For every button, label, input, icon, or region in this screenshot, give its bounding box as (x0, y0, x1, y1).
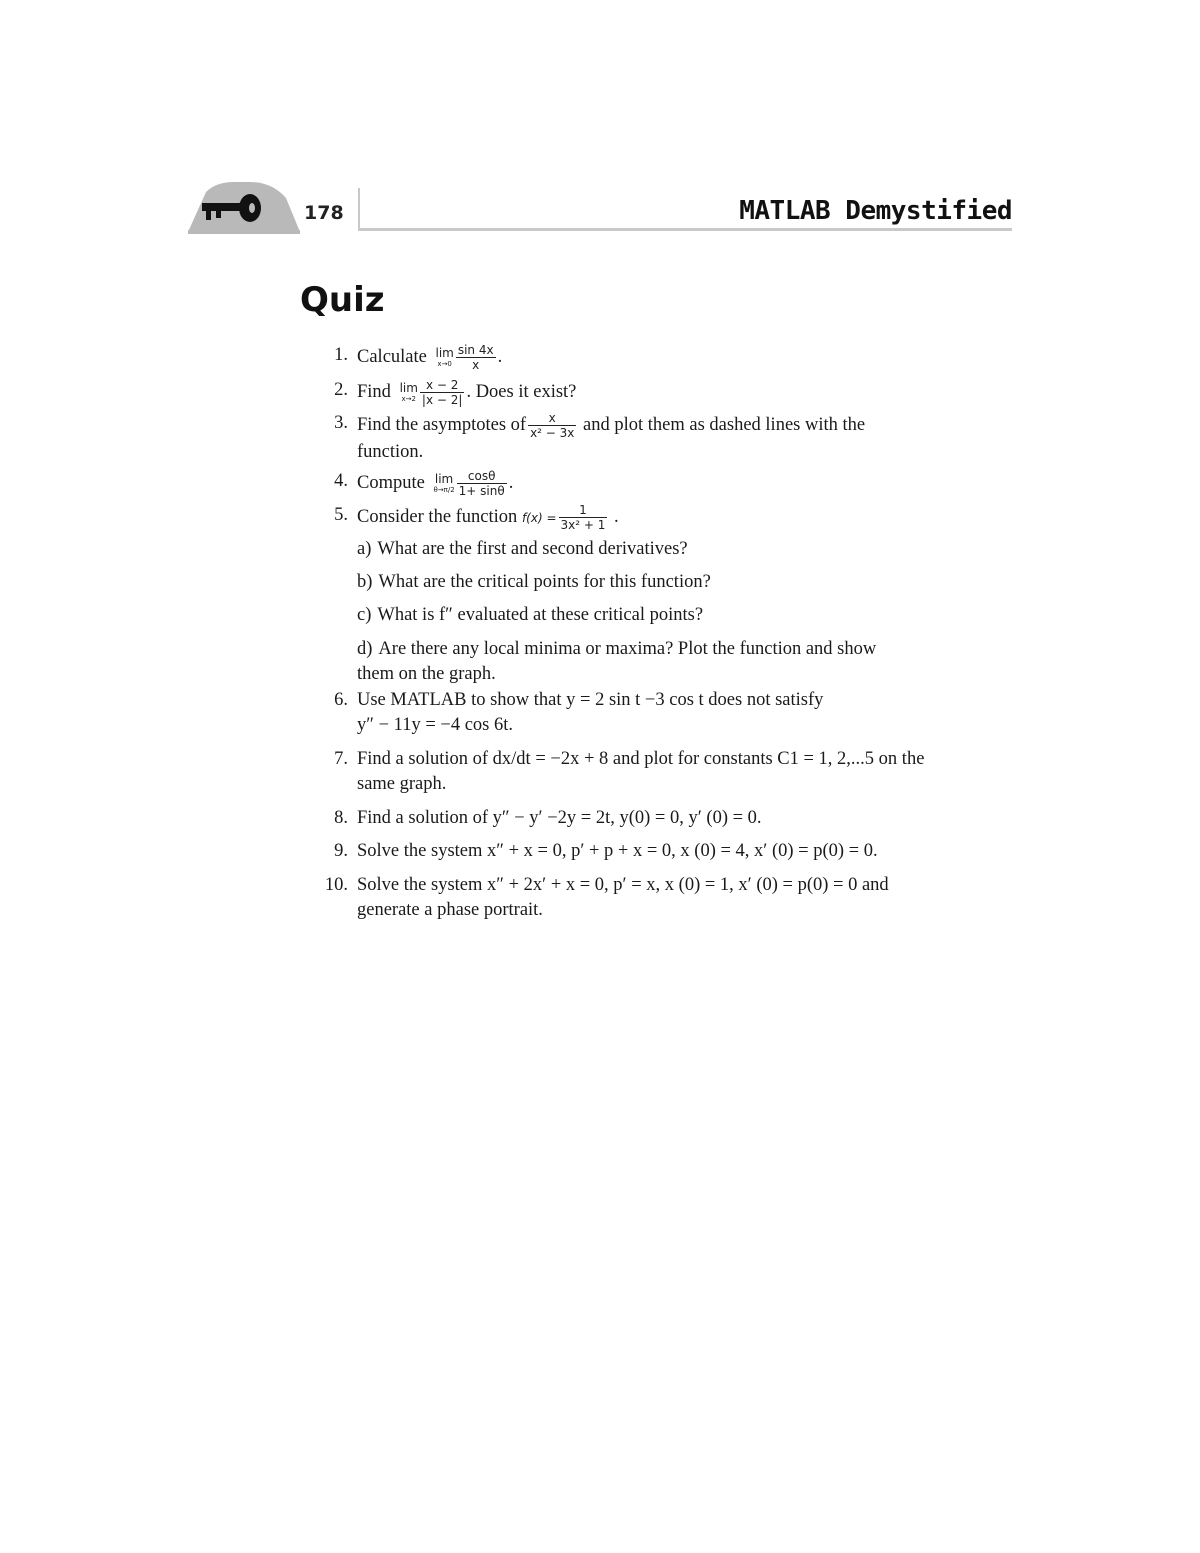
question-text: Calculate (357, 346, 427, 367)
limit-operator: lim x→0 (435, 346, 454, 368)
question-number: 4. (334, 471, 348, 491)
question-text: Solve the system x″ + x = 0, p′ + p + x = 0, x (0) = 4, x′ (0) = p(0) = 0. (357, 841, 878, 861)
question-text-continued: y″ − 11y = −4 cos 6t. (357, 715, 513, 735)
limit-operator: lim x→2 (399, 381, 418, 403)
fraction: $\frac{x - 2}{|x - 2|}$ (421, 378, 463, 407)
sub-question-text: What are the first and second derivatives? (377, 539, 688, 559)
header-rule (358, 228, 1012, 231)
sub-question-label: b) (357, 572, 373, 592)
question-text: Find a solution of dx/dt = −2x + 8 and plot for constants C1 = 1, 2,...5 on the (357, 749, 925, 769)
question-text-continued: function. (357, 442, 424, 462)
sub-question-label: d) (357, 639, 373, 659)
sub-question-text-continued: them on the graph. (357, 664, 496, 684)
sub-question-a (357, 537, 1017, 562)
question-text: Solve the system x″ + 2x′ + x = 0, p′ = x, x (0) = 1, x′ (0) = p(0) = 0 and (357, 875, 889, 895)
question-number: 9. (334, 841, 348, 861)
sub-question-d (357, 637, 1017, 687)
fraction: $\frac{\sin 4x}{x}$ (457, 343, 494, 372)
sub-question-b (357, 570, 1017, 595)
sub-question-text: What are the critical points for this function? (378, 572, 711, 592)
limit-operator: lim θ→π/2 (433, 472, 455, 494)
question-text: Find (357, 381, 391, 402)
question-text: Consider the function (357, 506, 518, 527)
question-number: 10. (324, 875, 348, 895)
function-expression: f(x) = (521, 510, 557, 525)
question-number: 3. (334, 413, 348, 433)
question-number: 5. (334, 505, 348, 525)
sub-question-c (357, 603, 1017, 628)
question-text-continued: same graph. (357, 774, 447, 794)
question-text: Find the asymptotes of (357, 414, 527, 435)
question-text: Find a solution of y″ − y′ −2y = 2t, y(0) = 0, y′ (0) = 0. (357, 808, 762, 828)
question-text: Use MATLAB to show that y = 2 sin t −3 cos t does not satisfy (357, 690, 824, 710)
question-number: 2. (334, 380, 348, 400)
question-number: 7. (334, 749, 348, 769)
question-text: Compute (357, 472, 425, 493)
fraction: $\frac{\cos\theta}{1+ \sin\theta}$ (458, 469, 505, 498)
header-divider-vertical (358, 188, 360, 230)
key-icon (188, 180, 300, 234)
question-text-continued: generate a phase portrait. (357, 900, 543, 920)
fraction: $\frac{x}{\text{x² − 3x}}$ (530, 411, 575, 440)
question-number: 6. (334, 690, 348, 710)
fraction: $\frac{1}{\text{3x² + 1}}$ (560, 503, 606, 532)
sub-question-text: Are there any local minima or maxima? Plot the function and show (378, 639, 877, 659)
page-number: 178 (304, 202, 344, 224)
sub-question-label: c) (357, 605, 372, 625)
sub-question-text: What is f″ evaluated at these critical points? (377, 605, 704, 625)
sub-question-label: a) (357, 539, 372, 559)
question-number: 1. (334, 345, 348, 365)
book-title: MATLAB Demystified (739, 196, 1012, 226)
page-header (188, 180, 1012, 236)
section-title: Quiz (300, 280, 385, 320)
question-number: 8. (334, 808, 348, 828)
